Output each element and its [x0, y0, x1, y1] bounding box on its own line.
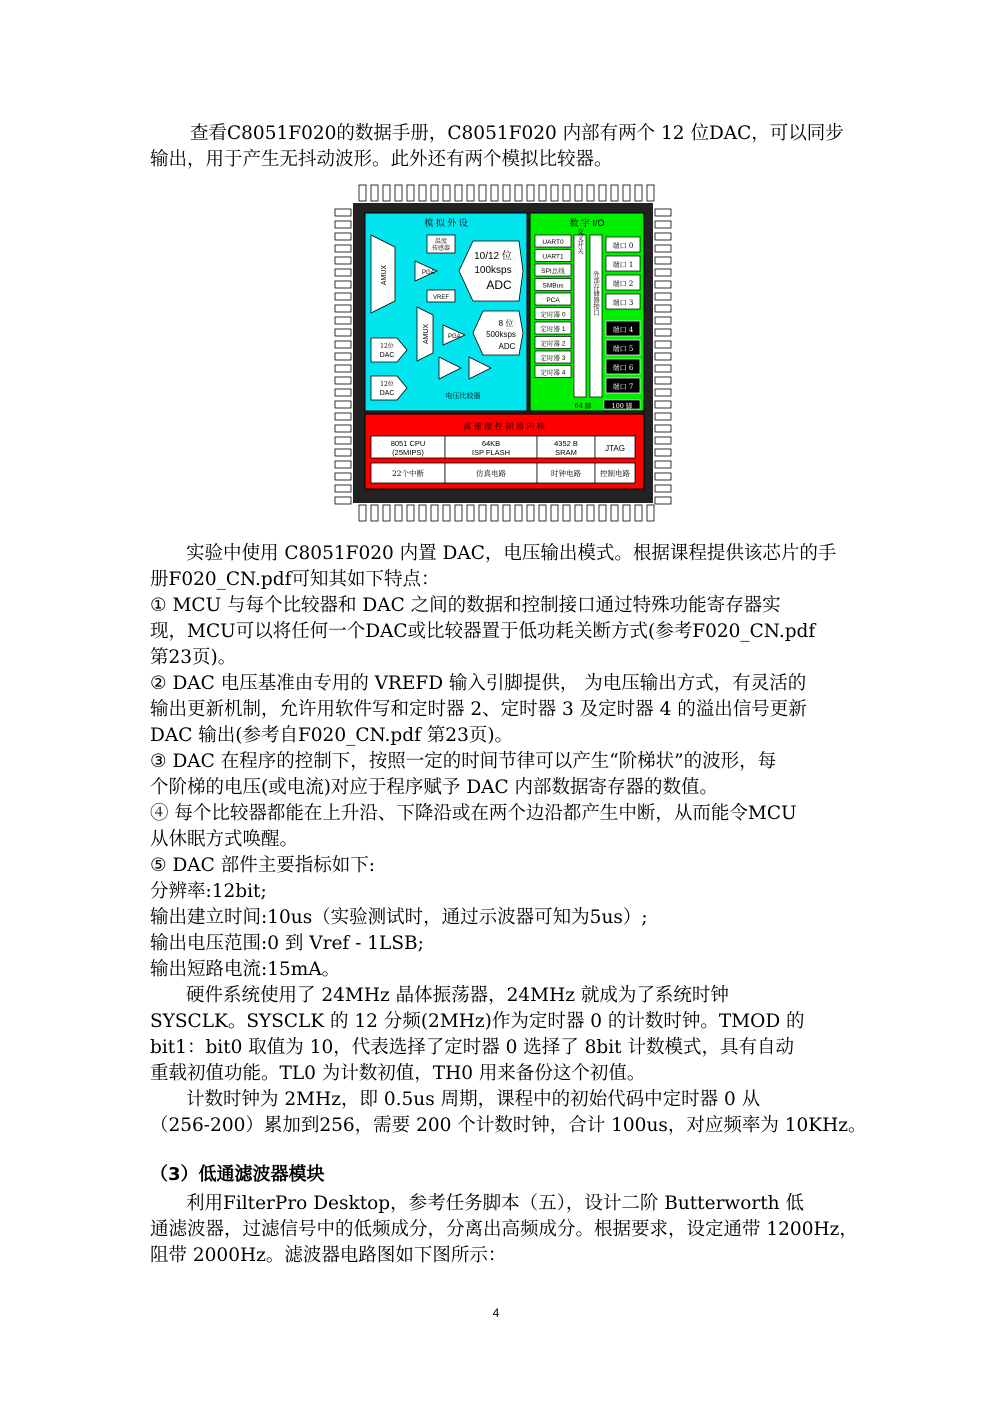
- comparator-label: 电压比较器: [445, 392, 481, 400]
- item1-line1: ① MCU 与每个比较器和 DAC 之间的数据和控制接口通过特殊功能寄存器实: [150, 595, 781, 616]
- pin: [443, 185, 450, 201]
- pin: [395, 185, 402, 201]
- pin: [655, 461, 671, 468]
- dac1-l2: DAC: [379, 352, 395, 359]
- pin: [431, 505, 438, 521]
- pin100-label: 100 脚: [611, 402, 633, 410]
- pin: [335, 305, 351, 312]
- pin: [655, 233, 671, 240]
- pga2-label: PGA: [448, 334, 461, 340]
- pin: [335, 473, 351, 480]
- dac2-l1: 12位: [380, 381, 394, 388]
- pin: [655, 389, 671, 396]
- io-item-label: UART0: [542, 239, 564, 246]
- core-title: 高 速 微 控 制 器 内 核: [463, 422, 545, 431]
- port-label: 端口 2: [612, 280, 634, 288]
- item1-line2: 现，MCU可以将任何一个DAC或比较器置于低功耗关断方式(参考F020_CN.pdf: [150, 621, 816, 642]
- item2-line1: ② DAC 电压基准由专用的 VREFD 输入引脚提供， 为电压输出方式，有灵活的: [150, 673, 807, 694]
- amux2-label: AMUX: [423, 323, 430, 345]
- ext-mem-box: [590, 235, 602, 397]
- pin: [655, 269, 671, 276]
- pin: [455, 185, 462, 201]
- pin: [611, 505, 618, 521]
- pin: [539, 185, 546, 201]
- pin: [551, 185, 558, 201]
- item4-line2: 从休眠方式唤醒。: [150, 829, 299, 850]
- pin: [371, 505, 378, 521]
- pin: [359, 505, 366, 521]
- pin: [599, 505, 606, 521]
- pin: [655, 485, 671, 492]
- pin: [599, 185, 606, 201]
- io-item-label: SMBus: [542, 282, 564, 290]
- pin: [655, 257, 671, 264]
- para5-line2: 通滤波器，过滤信号中的低频成分，分离出高频成分。根据要求，设定通带 1200Hz，: [150, 1219, 858, 1240]
- adc1-l3: ADC: [486, 278, 512, 292]
- pin: [335, 425, 351, 432]
- pin: [539, 505, 546, 521]
- port-label: 端口 7: [612, 383, 634, 391]
- pin: [371, 185, 378, 201]
- pin: [611, 185, 618, 201]
- para4-line1: 计数时钟为 2MHz，即 0.5us 周期，课程中的初始代码中定时器 0 从: [186, 1089, 761, 1110]
- pin: [503, 185, 510, 201]
- pin: [407, 185, 414, 201]
- pin: [655, 425, 671, 432]
- pin: [587, 505, 594, 521]
- pin: [655, 329, 671, 336]
- pin: [635, 185, 642, 201]
- core-cell-l2: ISP FLASH: [471, 448, 511, 457]
- io-item-label: 定时器 3: [540, 355, 566, 362]
- item3-line2: 个阶梯的电压(或电流)对应于程序赋予 DAC 内部数据寄存器的数值。: [150, 777, 719, 798]
- temp-sensor-l1: 温度: [434, 238, 448, 245]
- spec-short-current: 输出短路电流:15mA。: [150, 959, 341, 980]
- pin: [335, 293, 351, 300]
- pin: [335, 461, 351, 468]
- io-item-label: 定时器 2: [540, 340, 566, 348]
- temp-sensor-l2: 传感器: [431, 245, 451, 252]
- crossbar-label: 交叉开关: [576, 228, 584, 254]
- pin: [455, 505, 462, 521]
- core-row2: [371, 463, 635, 483]
- pin: [563, 185, 570, 201]
- para2-line2: 册F020_CN.pdf可知其如下特点：: [150, 569, 440, 590]
- para3-line3: bit1：bit0 取值为 10，代表选择了定时器 0 选择了 8bit 计数模式，具有自动: [150, 1037, 794, 1058]
- adc2-l3: ADC: [498, 342, 516, 351]
- c8051f020-block-diagram: [333, 183, 673, 523]
- spec-resolution: 分辨率:12bit;: [150, 881, 267, 902]
- pin: [479, 185, 486, 201]
- pin: [335, 209, 351, 216]
- pin: [383, 185, 390, 201]
- core-row1: [371, 436, 635, 458]
- pin: [335, 233, 351, 240]
- pin: [655, 449, 671, 456]
- para1-line2: 输出，用于产生无抖动波形。此外还有两个模拟比较器。: [150, 149, 613, 170]
- pin: [655, 353, 671, 360]
- para3-line1: 硬件系统使用了 24MHz 晶体振荡器，24MHz 就成为了系统时钟: [186, 985, 729, 1006]
- spec-voltage-range: 输出电压范围:0 到 Vref - 1LSB;: [150, 933, 424, 954]
- dac2-l2: DAC: [379, 390, 395, 397]
- pin: [335, 449, 351, 456]
- pin: [515, 185, 522, 201]
- core-cell-label: 22个中断: [391, 469, 425, 478]
- pin: [443, 505, 450, 521]
- pin: [623, 505, 630, 521]
- para1-line1: 查看C8051F020的数据手册，C8051F020 内部有两个 12 位DAC，可以同步: [190, 123, 844, 144]
- pga1-label: PGA: [422, 270, 435, 276]
- pin: [655, 281, 671, 288]
- para3-line4: 重载初值功能。TL0 为计数初值，TH0 用来备份这个初值。: [150, 1063, 646, 1084]
- dac1-l1: 12位: [380, 343, 394, 350]
- core-cell-l1: 4352 B: [554, 439, 578, 448]
- port-label: 端口 4: [612, 326, 634, 334]
- para4-line2: （256-200）累加到256，需要 200 个计数时钟，合计 100us，对应频率为 10KHz。: [150, 1115, 867, 1136]
- adc1-l2: 100ksps: [474, 265, 512, 276]
- pin: [335, 497, 351, 504]
- io-item-label: 定时器 1: [540, 326, 566, 333]
- pin: [335, 413, 351, 420]
- pin: [419, 505, 426, 521]
- item4-line1: ④ 每个比较器都能在上升沿、下降沿或在两个边沿都产生中断，从而能令MCU: [150, 803, 797, 824]
- pin: [655, 377, 671, 384]
- port-label: 端口 0: [612, 242, 634, 250]
- port-label: 端口 3: [612, 299, 634, 307]
- analog-title: 模 拟 外 设: [424, 218, 468, 228]
- ext-mem-label: 外部存储器接口: [592, 270, 600, 316]
- pin: [335, 221, 351, 228]
- pin: [467, 505, 474, 521]
- para2-line1: 实验中使用 C8051F020 内置 DAC，电压输出模式。根据课程提供该芯片的手: [186, 543, 837, 564]
- item2-line2: 输出更新机制，允许用软件写和定时器 2、定时器 3 及定时器 4 的溢出信号更新: [150, 699, 807, 720]
- core-cell-l1: 64KB: [481, 439, 501, 448]
- pin: [407, 505, 414, 521]
- core-cell-l1: 8051 CPU: [390, 439, 426, 448]
- para5-line1: 利用FilterPro Desktop，参考任务脚本（五），设计二阶 Butterworth 低: [186, 1193, 804, 1214]
- pin: [335, 281, 351, 288]
- io-item-label: SPI总线: [541, 268, 565, 275]
- pin: [647, 505, 654, 521]
- vref-label: VREF: [432, 295, 450, 301]
- pin: [563, 505, 570, 521]
- para5-line3: 阻带 2000Hz。滤波器电路图如下图所示：: [150, 1245, 507, 1266]
- pin: [335, 245, 351, 252]
- pin: [655, 497, 671, 504]
- item3-line1: ③ DAC 在程序的控制下，按照一定的时间节律可以产生“阶梯状”的波形，每: [150, 751, 777, 772]
- adc2-l2: 500ksps: [486, 330, 516, 339]
- pin: [491, 185, 498, 201]
- spec-settling-time: 输出建立时间:10us（实验测试时，通过示波器可知为5us）;: [150, 907, 648, 928]
- pin: [335, 341, 351, 348]
- pin: [655, 365, 671, 372]
- adc2-l1: 8 位: [498, 319, 514, 328]
- core-cell-l1: JTAG: [605, 444, 625, 453]
- io-item-label: UART1: [542, 253, 564, 261]
- core-cell-l2: (25MIPS): [392, 448, 424, 457]
- pin: [515, 505, 522, 521]
- pin: [359, 185, 366, 201]
- pin: [655, 341, 671, 348]
- pin: [655, 305, 671, 312]
- pin: [503, 505, 510, 521]
- pin: [335, 437, 351, 444]
- pin: [335, 269, 351, 276]
- pin: [491, 505, 498, 521]
- pins-left: [335, 209, 351, 504]
- pin: [655, 209, 671, 216]
- port-label: 端口 1: [612, 261, 634, 269]
- pin: [587, 185, 594, 201]
- core-cell-label: 时钟电路: [551, 469, 581, 478]
- pin: [383, 505, 390, 521]
- pin: [575, 505, 582, 521]
- item2-line3: DAC 输出(参考自F020_CN.pdf 第23页)。: [150, 725, 514, 746]
- pin: [655, 473, 671, 480]
- page-number: 4: [492, 1306, 500, 1320]
- pin: [575, 185, 582, 201]
- pin: [335, 485, 351, 492]
- pins-top: [359, 185, 654, 201]
- pin: [479, 505, 486, 521]
- pin64-label: 64 脚: [574, 402, 592, 410]
- para3-line2: SYSCLK。SYSCLK 的 12 分频(2MHz)作为定时器 0 的计数时钟。TMOD 的: [150, 1011, 805, 1032]
- pin: [335, 329, 351, 336]
- io-item-label: PCA: [546, 297, 560, 304]
- pin: [623, 185, 630, 201]
- pin: [655, 245, 671, 252]
- amux1-label: AMUX: [381, 264, 388, 286]
- adc1-l1: 10/12 位: [474, 251, 512, 262]
- core-cell-l2: SRAM: [555, 448, 577, 457]
- item1-line3: 第23页)。: [150, 647, 237, 668]
- pin: [419, 185, 426, 201]
- pin: [655, 401, 671, 408]
- pins-bottom: [359, 505, 654, 521]
- pin: [335, 377, 351, 384]
- pin: [655, 221, 671, 228]
- pin: [467, 185, 474, 201]
- pins-right: [655, 209, 671, 504]
- pin: [655, 317, 671, 324]
- io-item-label: 定时器 0: [540, 311, 566, 319]
- pin: [655, 293, 671, 300]
- pin: [335, 401, 351, 408]
- pin: [655, 413, 671, 420]
- core-cell-label: 仿真电路: [476, 469, 506, 478]
- port-label: 端口 6: [612, 364, 634, 372]
- pin: [527, 505, 534, 521]
- pin: [335, 257, 351, 264]
- port-label: 端口 5: [612, 345, 634, 353]
- pin: [551, 505, 558, 521]
- item5-line1: ⑤ DAC 部件主要指标如下:: [150, 855, 375, 876]
- pin: [635, 505, 642, 521]
- pin: [335, 389, 351, 396]
- pin: [395, 505, 402, 521]
- io-item-label: 定时器 4: [540, 369, 566, 377]
- pin: [647, 185, 654, 201]
- section-heading-3: （3）低通滤波器模块: [150, 1164, 325, 1185]
- pin: [431, 185, 438, 201]
- pin: [335, 353, 351, 360]
- core-cell-label: 控制电路: [600, 469, 630, 478]
- crossbar-box: [574, 235, 586, 397]
- pin: [655, 437, 671, 444]
- pin: [527, 185, 534, 201]
- pin: [335, 317, 351, 324]
- digital-title: 数 字 I/O: [569, 218, 605, 228]
- pin: [335, 365, 351, 372]
